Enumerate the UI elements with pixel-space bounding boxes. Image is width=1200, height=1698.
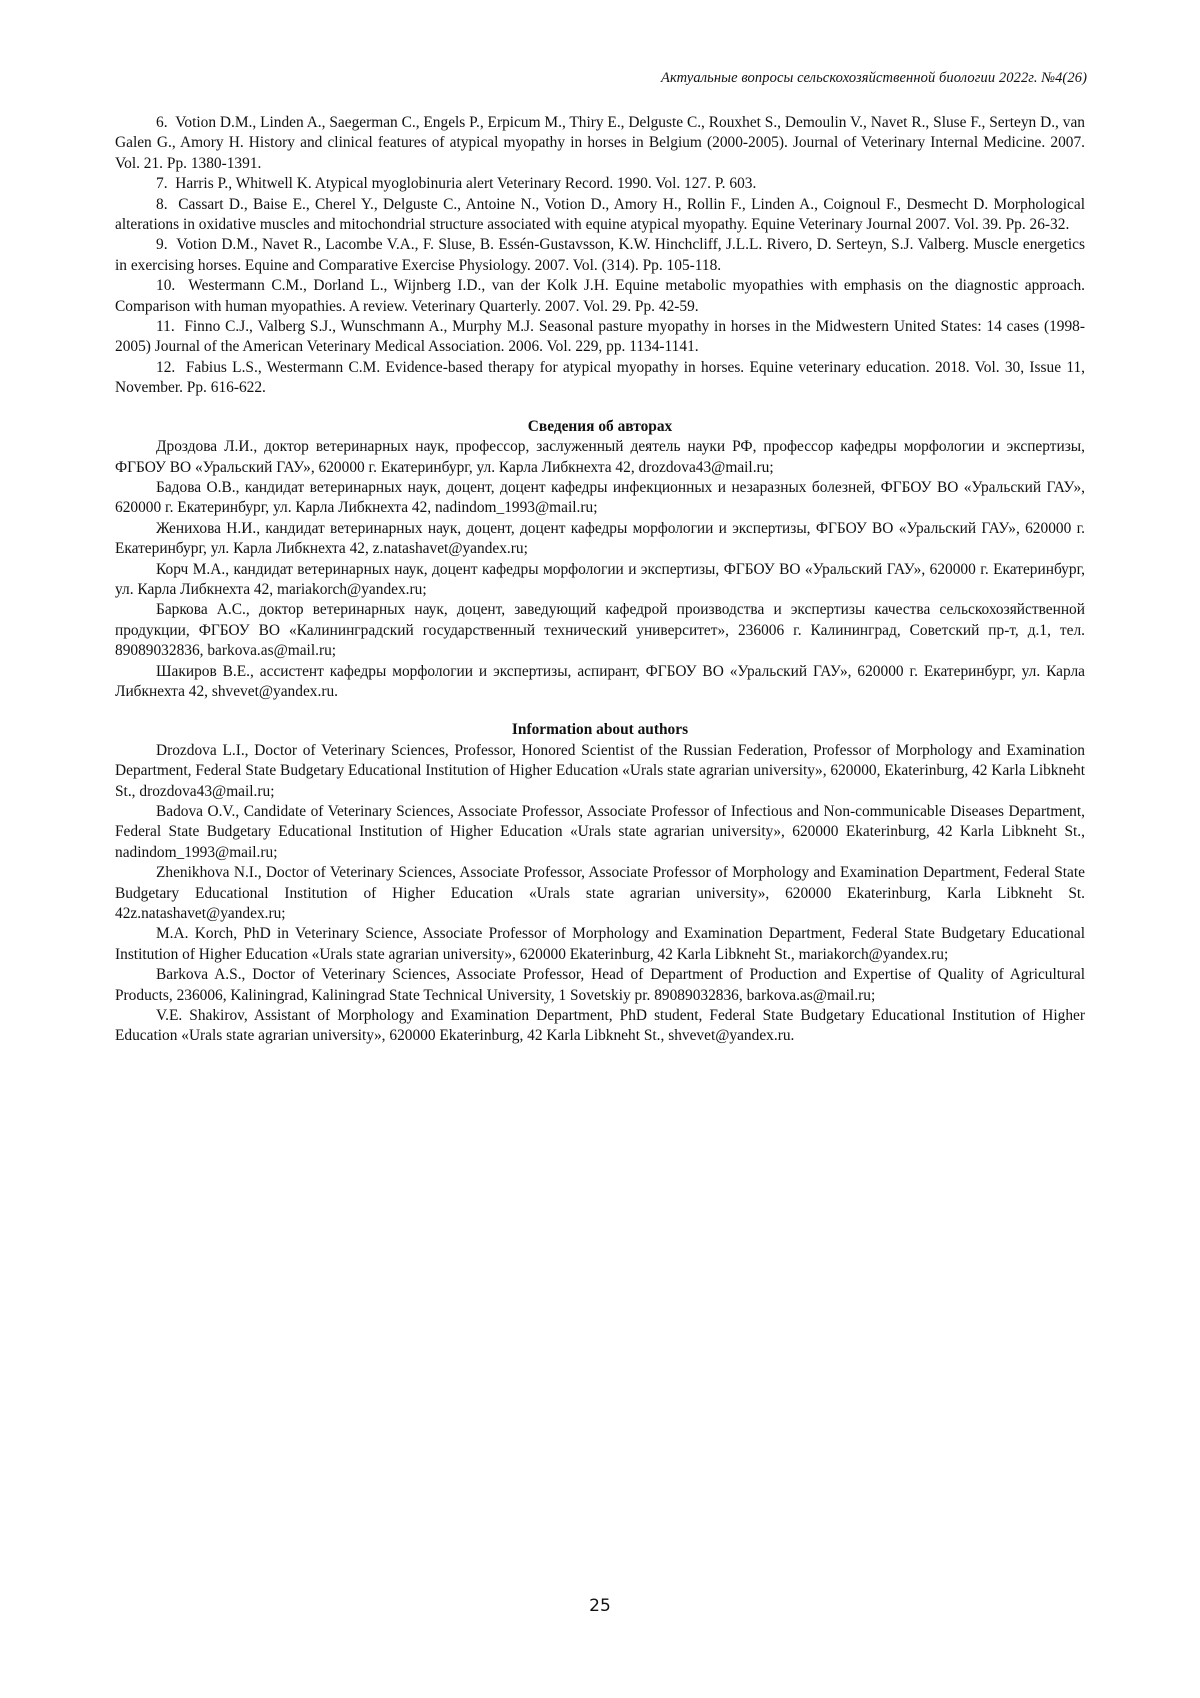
reference-item: 8. Cassart D., Baise E., Cherel Y., Delguste C., Antoine N., Votion D., Amory H., Rollin F., Linden A., Coignoul F., Desmecht D. Morphological alterations in oxidative muscles and mitochondrial structure associated with equine atypical myopathy. Equine Veterinary Journal 2007. Vol. 39. Pp. 26-32. [115, 195, 1085, 234]
author-en-item: Barkova A.S., Doctor of Veterinary Sciences, Associate Professor, Head of Department of Production and Expertise of Quality of Agricultural Products, 236006, Kaliningrad, Kaliningrad State Technical University, 1 Sovetskiy pr. 89089032836, barkova.as@mail.ru; [115, 966, 1085, 1004]
reference-item: 12. Fabius L.S., Westermann C.M. Evidence-based therapy for atypical myopathy in horses. Equine veterinary education. 2018. Vol. 30, Issue 11, November. Pp. 616-622. [115, 358, 1085, 397]
running-header: Актуальные вопросы сельскохозяйственной биологии 2022г. №4(26) [661, 70, 1087, 86]
authors-ru-heading: Сведения об авторах [527, 417, 673, 435]
author-ru-item: Женихова Н.И., кандидат ветеринарных наук, доцент, доцент кафедры морфологии и экспертизы, ФГБОУ ВО «Уральский ГАУ», 620000 г. Екатеринбург, ул. Карла Либкнехта 42, z.natashavet@yandex.ru; [115, 519, 1085, 558]
reference-item: 11. Finno C.J., Valberg S.J., Wunschmann A., Murphy M.J. Seasonal pasture myopathy in horses in the Midwestern United States: 14 cases (1998-2005) Journal of the American Veterinary Medical Association. 2006. Vol. 229, pp. 1134-1141. [115, 318, 1085, 356]
author-ru-item: Бадова О.В., кандидат ветеринарных наук, доцент, доцент кафедры инфекционных и незаразных болезней, ФГБОУ ВО «Уральский ГАУ», 620000 г. Екатеринбург, ул. Карла Либкнехта 42, nadindom_1993@mail.ru; [115, 478, 1085, 517]
author-ru-item: Корч М.А., кандидат ветеринарных наук, доцент кафедры морфологии и экспертизы, ФГБОУ ВО «Уральский ГАУ», 620000 г. Екатеринбург, ул. Карла Либкнехта 42, mariakorch@yandex.ru; [115, 560, 1085, 598]
page-body [115, 113, 1085, 1047]
authors-en-heading: Information about authors [511, 721, 689, 739]
author-ru-item: Шакиров В.Е., ассистент кафедры морфологии и экспертизы, аспирант, ФГБОУ ВО «Уральский ГАУ», 620000 г. Екатеринбург, ул. Карла Либкнехта 42, shvevet@yandex.ru. [115, 662, 1085, 700]
author-en-item: Badova O.V., Candidate of Veterinary Sciences, Associate Professor, Associate Professor of Infectious and Non-communicable Diseases Department, Federal State Budgetary Educational Institution of Higher Education «Urals state agrarian university», 620000 Ekaterinburg, 42 Karla Libkneht St., nadindom_1993@mail.ru; [115, 803, 1085, 861]
author-en-item: Drozdova L.I., Doctor of Veterinary Sciences, Professor, Honored Scientist of the Russian Federation, Professor of Morphology and Examination Department, Federal State Budgetary Educational Institution of Higher Education «Urals state agrarian university», 620000, Ekaterinburg, 42 Karla Libkneht St., drozdova43@mail.ru; [115, 741, 1085, 800]
author-en-item: V.E. Shakirov, Assistant of Morphology and Examination Department, PhD student, Federal State Budgetary Educational Institution of Higher Education «Urals state agrarian university», 620000 Ekaterinburg, 42 Karla Libkneht St., shvevet@yandex.ru. [115, 1007, 1085, 1045]
author-ru-item: Дроздова Л.И., доктор ветеринарных наук, профессор, заслуженный деятель науки РФ, профессор кафедры морфологии и экспертизы, ФГБОУ ВО «Уральский ГАУ», 620000 г. Екатеринбург, ул. Карла Либкнехта 42, drozdova43@mail.ru; [115, 438, 1085, 476]
author-en-item: Zhenikhova N.I., Doctor of Veterinary Sciences, Associate Professor, Associate Professor of Morphology and Examination Department, Federal State Budgetary Educational Institution of Higher Education «Urals state agrarian university», 620000 Ekaterinburg, Karla Libkneht St. 42z.natashavet@yandex.ru; [115, 864, 1085, 923]
reference-list [115, 113, 1085, 399]
authors-en-section [115, 720, 1085, 1047]
author-en-item: M.A. Korch, PhD in Veterinary Science, Associate Professor of Morphology and Examination Department, Federal State Budgetary Educational Institution of Higher Education «Urals state agrarian university», 620000 Ekaterinburg, 42 Karla Libkneht St., mariakorch@yandex.ru; [115, 925, 1085, 963]
reference-item: 10. Westermann C.M., Dorland L., Wijnberg I.D., van der Kolk J.H. Equine metabolic myopathies with emphasis on the diagnostic approach. Comparison with human myopathies. A review. Veterinary Quarterly. 2007. Vol. 29. Pp. 42-59. [115, 277, 1085, 315]
authors-ru-section [115, 417, 1085, 703]
reference-item: 6. Votion D.M., Linden A., Saegerman C., Engels P., Erpicum M., Thiry E., Delguste C., Rouxhet S., Demoulin V., Navet R., Sluse F., Serteyn D., van Galen G., Amory H. History and clinical features of atypical myopathy in horses in Belgium (2000-2005). Journal of Veterinary Internal Medicine. 2007. Vol. 21. Pp. 1380-1391. [115, 114, 1085, 172]
author-ru-item: Баркова А.С., доктор ветеринарных наук, доцент, заведующий кафедрой производства и экспертизы качества сельскохозяйственной продукции, ФГБОУ ВО «Калининградский государственный технический университет», 236006 г. Калининград, Советский пр-т, д.1, тел. 89089032836, barkova.as@mail.ru; [115, 601, 1085, 660]
reference-item: 7. Harris P., Whitwell K. Atypical myoglobinuria alert Veterinary Record. 1990. Vol. 127. P. 603. [156, 175, 757, 193]
reference-item: 9. Votion D.M., Navet R., Lacombe V.A., F. Sluse, B. Essén-Gustavsson, K.W. Hinchcliff, J.L.L. Rivero, D. Serteyn, S.J. Valberg. Muscle energetics in exercising horses. Equine and Comparative Exercise Physiology. 2007. Vol. (314). Pp. 105-118. [115, 236, 1085, 274]
page-number: 25 [589, 1596, 611, 1616]
